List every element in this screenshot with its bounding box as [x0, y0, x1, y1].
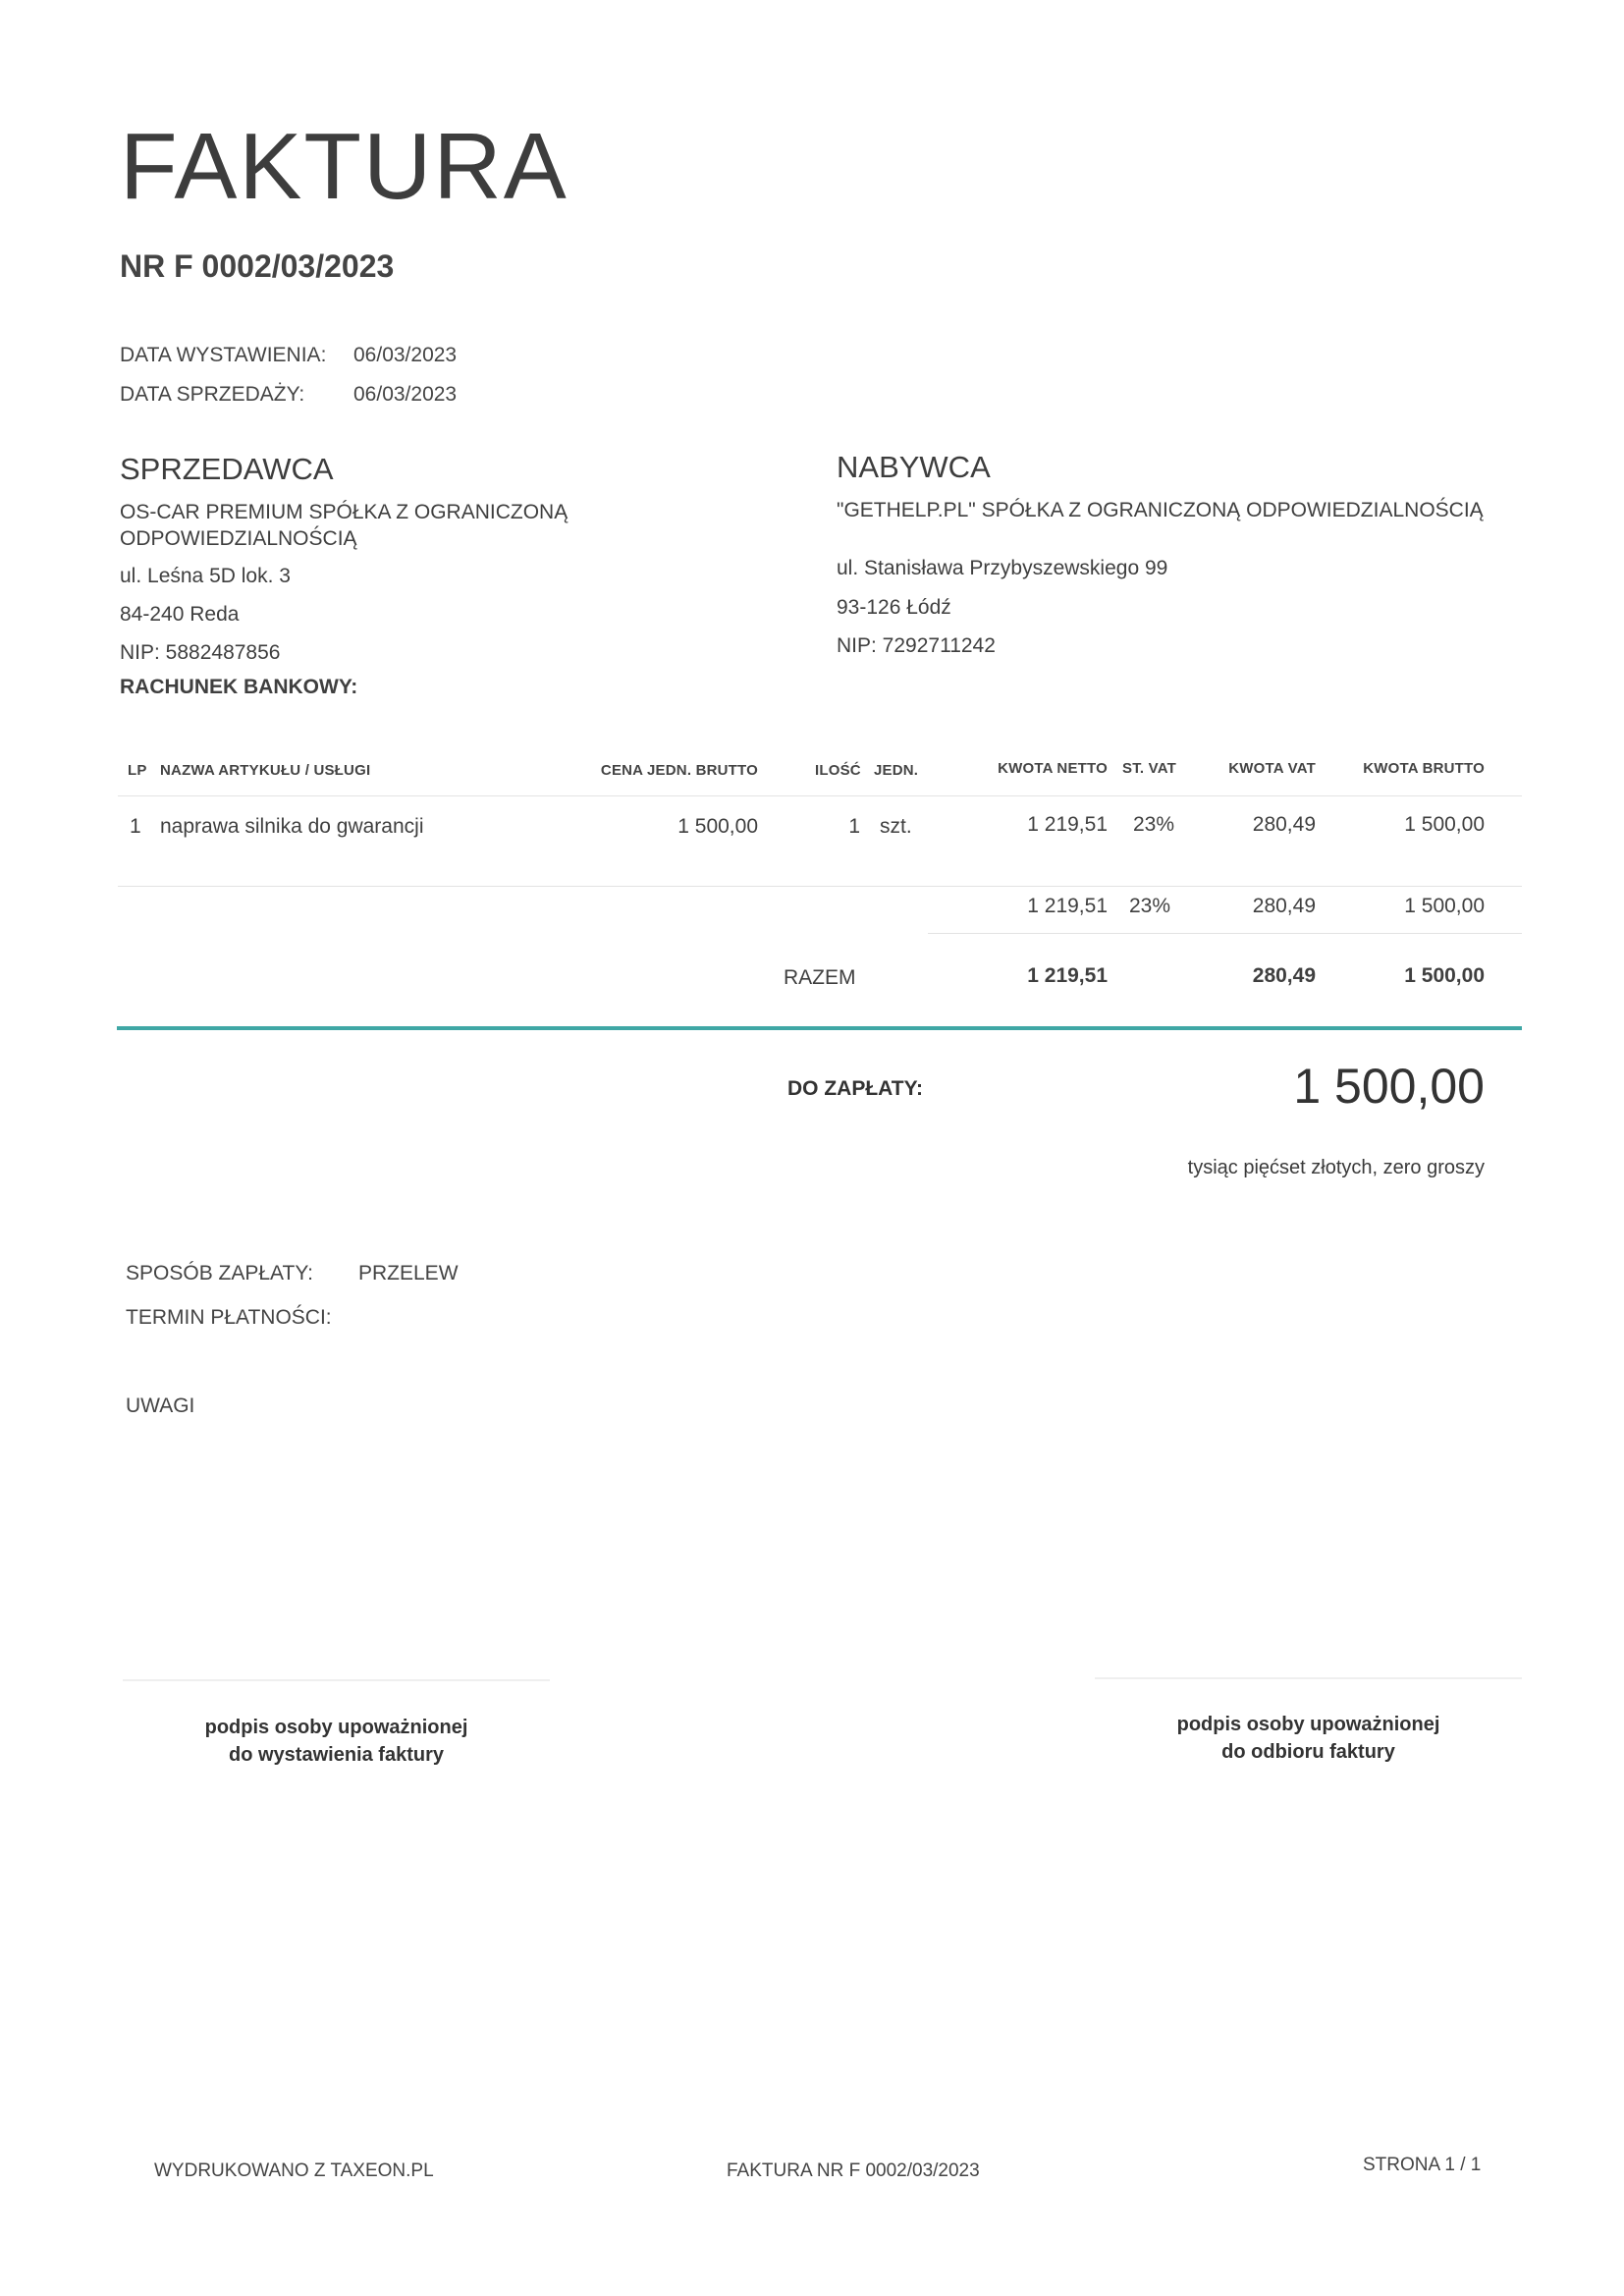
summary-rule — [928, 933, 1522, 934]
amount-in-words: tysiąc pięćset złotych, zero groszy — [1187, 1157, 1485, 1178]
col-header-qty: ILOŚĆ — [815, 762, 861, 779]
payment-term-label: TERMIN PŁATNOŚCI: — [126, 1306, 332, 1329]
receiver-signature-caption — [1095, 1711, 1522, 1766]
divider-line — [117, 1026, 1522, 1030]
col-header-lp: LP — [128, 762, 147, 779]
row-gross: 1 500,00 — [1404, 813, 1485, 836]
issuer-caption-line2: do wystawienia faktury — [229, 1744, 444, 1766]
buyer-street: ul. Stanisława Przybyszewskiego 99 — [837, 557, 1168, 580]
buyer-name: "GETHELP.PL" SPÓŁKA Z OGRANICZONĄ ODPOWIEDZIALNOŚCIĄ — [837, 499, 1484, 521]
summary-gross: 1 500,00 — [1404, 895, 1485, 917]
total-gross: 1 500,00 — [1404, 964, 1485, 987]
row-qty: 1 — [848, 815, 860, 838]
issue-date-value: 06/03/2023 — [353, 344, 458, 366]
notes-label: UWAGI — [126, 1394, 195, 1417]
receiver-caption-line2: do odbioru faktury — [1221, 1741, 1395, 1763]
invoice-number: NR F 0002/03/2023 — [120, 248, 395, 284]
footer-invoice-number: FAKTURA NR F 0002/03/2023 — [727, 2160, 980, 2181]
row-vat-rate: 23% — [1133, 813, 1175, 836]
col-header-gross: KWOTA BRUTTO — [1363, 760, 1485, 777]
issuer-signature-caption — [123, 1714, 550, 1769]
seller-name-line2: ODPOWIEDZIALNOŚCIĄ — [120, 527, 357, 551]
seller-name-line1: OS-CAR PREMIUM SPÓŁKA Z OGRANICZONĄ — [120, 501, 568, 523]
seller-heading: SPRZEDAWCA — [120, 452, 334, 486]
receiver-signature-line — [1095, 1677, 1522, 1679]
header-rule — [118, 795, 1522, 796]
seller-city: 84-240 Reda — [120, 602, 240, 626]
amount-due-value: 1 500,00 — [1293, 1059, 1485, 1114]
sale-date-label: DATA SPRZEDAŻY: — [120, 383, 305, 406]
buyer-block — [837, 450, 1524, 659]
receiver-caption-line1: podpis osoby upoważnionej — [1176, 1714, 1440, 1735]
summary-vat: 280,49 — [1252, 895, 1316, 917]
col-header-net: KWOTA NETTO — [998, 760, 1108, 777]
seller-bank-label: RACHUNEK BANKOWY: — [120, 676, 358, 699]
seller-nip: NIP: 5882487856 — [120, 641, 281, 665]
total-vat: 280,49 — [1252, 964, 1316, 987]
buyer-nip: NIP: 7292711242 — [837, 633, 996, 657]
col-header-name: NAZWA ARTYKUŁU / USŁUGI — [160, 762, 371, 779]
col-header-unit-price: CENA JEDN. BRUTTO — [600, 762, 758, 779]
issuer-caption-line1: podpis osoby upoważnionej — [204, 1717, 468, 1738]
seller-block — [120, 452, 670, 699]
footer-printed-from: WYDRUKOWANO Z TAXEON.PL — [154, 2160, 434, 2181]
row-unit-price: 1 500,00 — [677, 815, 758, 838]
col-header-vat: KWOTA VAT — [1228, 760, 1316, 777]
invoice-title: FAKTURA — [120, 114, 568, 219]
summary-net: 1 219,51 — [1027, 895, 1108, 917]
row-vat: 280,49 — [1252, 813, 1316, 836]
row-net: 1 219,51 — [1027, 813, 1108, 836]
buyer-city: 93-126 Łódź — [837, 595, 951, 619]
buyer-heading: NABYWCA — [837, 450, 991, 484]
seller-street: ul. Leśna 5D lok. 3 — [120, 564, 291, 587]
total-net: 1 219,51 — [1027, 964, 1108, 987]
col-header-unit: JEDN. — [874, 762, 919, 779]
amount-due-label: DO ZAPŁATY: — [787, 1077, 924, 1100]
payment-method-label: SPOSÓB ZAPŁATY: — [126, 1262, 314, 1285]
col-header-vat-rate: ST. VAT — [1122, 760, 1177, 777]
row-unit: szt. — [880, 815, 912, 838]
sale-date-value: 06/03/2023 — [353, 383, 458, 406]
summary-vat-rate: 23% — [1129, 895, 1171, 917]
row-lp: 1 — [130, 815, 141, 838]
row-name: naprawa silnika do gwarancji — [160, 815, 424, 838]
issuer-signature-line — [123, 1679, 550, 1681]
total-label: RAZEM — [784, 966, 856, 989]
footer-page-number: STRONA 1 / 1 — [1363, 2155, 1482, 2175]
rows-rule — [118, 886, 1522, 887]
issue-date-label: DATA WYSTAWIENIA: — [120, 344, 327, 366]
payment-method-value: PRZELEW — [358, 1262, 459, 1285]
